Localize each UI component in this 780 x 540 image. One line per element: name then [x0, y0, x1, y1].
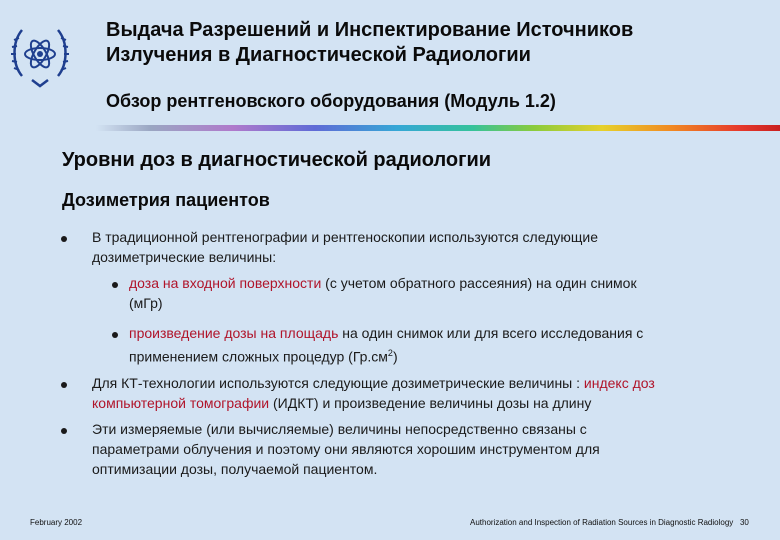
bullet-item-line: оптимизации дозы, получаемой пациентом.	[92, 461, 378, 477]
bullet-icon	[112, 332, 118, 338]
bullet-item-line	[92, 373, 752, 393]
header-title-line2: Излучения в Диагностической Радиологии	[106, 44, 531, 66]
subbullet-item-text: (с учетом обратного рассеяния) на один снимок	[321, 275, 637, 291]
subbullet-item-text: на один снимок или для всего исследования с	[338, 325, 644, 341]
rainbow-divider	[96, 125, 780, 131]
subbullet-item-text: применением сложных процедур (Гр.см	[129, 348, 388, 365]
subsection-title: Дозиметрия пациентов	[62, 190, 270, 210]
term-ctdi: индекс доз	[583, 375, 655, 391]
page-number: 30	[739, 518, 749, 527]
subbullet-item-line	[129, 273, 749, 293]
footer-course-title: Authorization and Inspection of Radiation Sources in Diagnostic Radiology	[470, 518, 734, 527]
section-title: Уровни доз в диагностической радиологии	[62, 149, 492, 171]
subbullet-item-line	[129, 323, 749, 343]
bullet-item-ct	[92, 373, 752, 413]
bullet-item-text: (ИДКТ) и произведение величины дозы на длину	[269, 395, 592, 411]
header-title-line1: Выдача Разрешений и Инспектирование Источников	[106, 19, 634, 41]
bullet-item-line	[92, 393, 752, 413]
bullet-item-line: параметрами облучения и поэтому они являются хорошим инструментом для	[92, 441, 600, 457]
subbullet-item-dap	[129, 323, 749, 367]
subbullet-item-text: )	[392, 348, 398, 365]
module-title: Обзор рентгеновского оборудования (Модуль 1.2)	[106, 91, 556, 111]
term-dose-area-product: произведение дозы на площадь	[129, 325, 339, 341]
bullet-item-line: дозиметрические величины:	[92, 249, 277, 265]
term-ct: компьютерной томографии	[92, 395, 270, 411]
bullet-icon	[112, 282, 118, 288]
term-entrance-dose: доза на входной поверхности	[129, 275, 322, 291]
bullet-item-line: В традиционной рентгенографии и рентгеноскопии используются следующие	[92, 229, 599, 245]
footer-course	[470, 518, 749, 527]
superscript: 2	[387, 348, 393, 358]
subbullet-item-line: (мГр)	[129, 295, 163, 311]
bullet-item-text: Для КТ-технологии используются следующие дозиметрические величины :	[92, 375, 584, 391]
subbullet-item-entrance-dose	[129, 273, 749, 313]
header-title	[106, 18, 766, 68]
subbullet-item-line	[129, 343, 749, 367]
bullet-item-traditional	[92, 227, 732, 267]
footer-date: February 2002	[30, 518, 83, 527]
iaea-atom-logo-icon	[10, 14, 70, 94]
bullet-icon	[61, 382, 67, 388]
bullet-item-line: Эти измеряемые (или вычисляемые) величины непосредственно связаны с	[92, 421, 587, 437]
iaea-logo	[10, 14, 70, 94]
bullet-icon	[61, 236, 67, 242]
bullet-item-optimization	[92, 419, 732, 479]
bullet-icon	[61, 428, 67, 434]
